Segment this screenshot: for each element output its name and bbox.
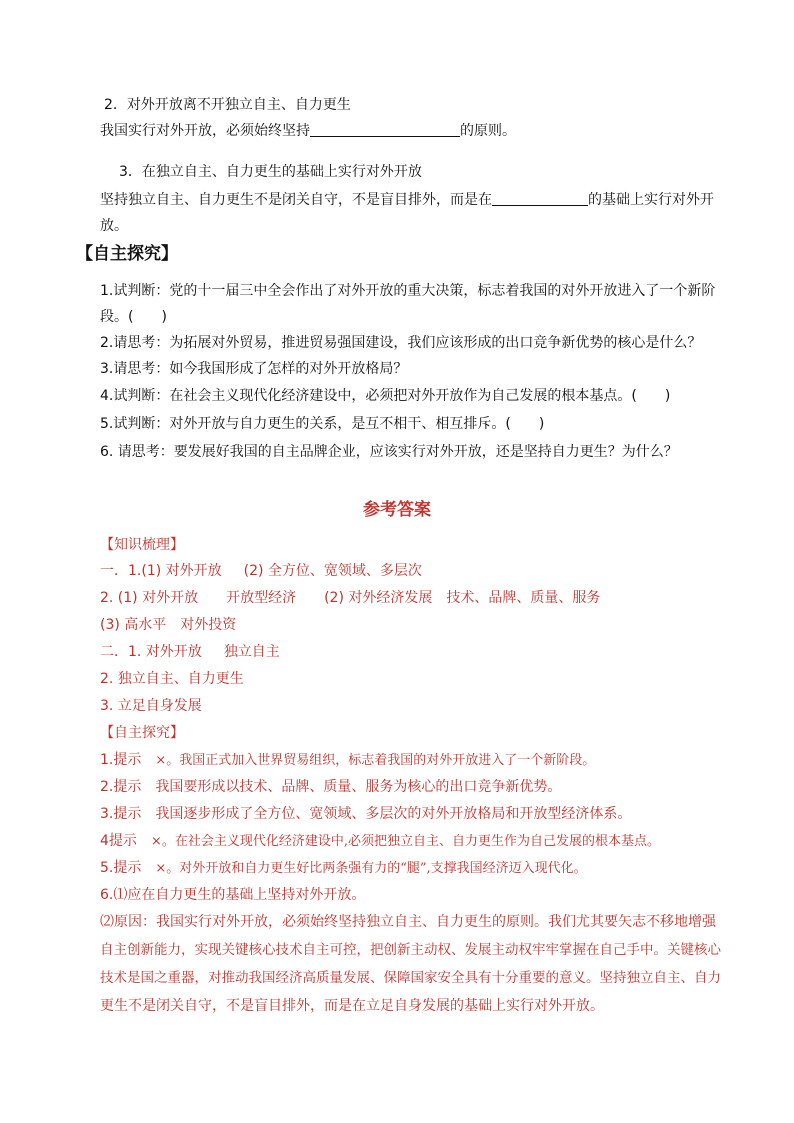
point-2-text-start: 我国实行对外开放，必须始终坚持 xyxy=(100,123,310,139)
answer-6-1: 6.⑴应在自力更生的基础上坚持对外开放。 xyxy=(100,887,366,903)
answer-1 xyxy=(100,750,595,771)
answer-3-label: 3.提示 xyxy=(100,806,142,822)
point-3-text-start: 坚持独立自主、自力更生不是闭关自守，不是盲目排外，而是在 xyxy=(100,192,492,208)
answer-k5: 2. 独立自主、自力更生 xyxy=(100,671,244,687)
explore-heading: 【自主探究】 xyxy=(76,244,178,264)
answer-k4 xyxy=(100,642,280,662)
answer-k2 xyxy=(100,588,600,608)
question-4: 4.试判断：在社会主义现代化经济建设中，必须把对外开放作为自己发展的根本基点。( ) xyxy=(100,388,671,404)
answer-k4-part1: 二．1. 对外开放 xyxy=(100,644,202,660)
answer-2-text: 我国要形成以技术、品牌、质量、服务为核心的出口竞争新优势。 xyxy=(155,779,562,795)
point-2-text xyxy=(100,121,516,141)
answer-k6: 3. 立足自身发展 xyxy=(100,698,202,714)
answer-6-2: ⑵原因：我国实行对外开放，必须始终坚持独立自主、自力更生的原则。我们尤其要矢志不移地增强 xyxy=(100,914,716,930)
answers-title: 参考答案 xyxy=(363,500,431,520)
answer-3-text: 我国逐步形成了全方位、宽领域、多层次的对外开放格局和开放型经济体系。 xyxy=(155,806,632,822)
point-3-heading: 3．在独立自主、自力更生的基础上实行对外开放 xyxy=(119,164,422,180)
answer-k3-part1: (3) 高水平 xyxy=(100,617,167,633)
point-2-text-end: 的原则。 xyxy=(460,123,516,139)
answer-5-label: 5.提示 xyxy=(100,860,142,876)
fill-blank-2[interactable] xyxy=(492,191,588,206)
answer-k2-part3: (2) 对外经济发展 xyxy=(324,590,433,606)
question-2: 2.请思考：为拓展对外贸易，推进贸易强国建设，我们应该形成的出口竞争新优势的核心是什么？ xyxy=(100,335,702,351)
answer-6-2-line4: 更生不是闭关自守，不是盲目排外，而是在立足自身发展的基础上实行对外开放。 xyxy=(100,998,604,1014)
answer-k3-part2: 对外投资 xyxy=(180,617,237,633)
fill-blank-1[interactable] xyxy=(310,122,460,137)
answer-5 xyxy=(100,858,587,879)
answer-k2-part4: 技术、品牌、质量、服务 xyxy=(446,590,601,606)
knowledge-heading: 【知识梳理】 xyxy=(100,537,184,553)
question-6: 6. 请思考：要发展好我国的自主品牌企业，应该实行对外开放，还是坚持自力更生？为什么？ xyxy=(100,444,678,460)
answer-6-2-line3: 技术是国之重器，对推动我国经济高质量发展、保障国家安全具有十分重要的意义。坚持独立自主、自力 xyxy=(100,970,721,986)
answer-k2-part1: 2. (1) 对外开放 xyxy=(100,590,199,606)
answer-k3 xyxy=(100,615,236,635)
question-5: 5.试判断：对外开放与自力更生的关系，是互不相干、相互排斥。( ) xyxy=(100,416,545,432)
answer-k2-part2: 开放型经济 xyxy=(226,590,297,606)
answer-k4-part2: 独立自主 xyxy=(223,644,280,660)
point-3-text-end: 的基础上实行对外开 xyxy=(588,192,714,208)
answer-2-label: 2.提示 xyxy=(100,779,142,795)
answer-3 xyxy=(100,804,631,824)
question-1-cont: 段。( ) xyxy=(100,309,167,325)
answer-4-text: ×。在社会主义现代化经济建设中,必须把独立自主、自力更生作为自己发展的根本基点。 xyxy=(150,834,660,849)
answer-4-label: 4提示 xyxy=(100,833,137,849)
point-3-text-cont: 放。 xyxy=(100,218,128,234)
point-2-heading: 2．对外开放离不开独立自主、自力更生 xyxy=(104,97,351,113)
question-1: 1.试判断：党的十一届三中全会作出了对外开放的重大决策，标志着我国的对外开放进入了一个新阶 xyxy=(100,283,716,299)
answer-4 xyxy=(100,831,660,852)
explore-answers-heading: 【自主探究】 xyxy=(100,725,184,741)
answer-6-2-line2: 自主创新能力，实现关键核心技术自主可控，把创新主动权、发展主动权牢牢掌握在自己手中。关键核心 xyxy=(100,942,721,958)
answer-1-label: 1.提示 xyxy=(100,752,142,768)
answer-2 xyxy=(100,777,561,797)
answer-k1-part2: (2) 全方位、宽领域、多层次 xyxy=(243,563,422,579)
answer-k1-part1: 一．1.(1) 对外开放 xyxy=(100,563,222,579)
point-3-text xyxy=(100,190,714,210)
answer-k1 xyxy=(100,561,422,581)
question-3: 3.请思考：如今我国形成了怎样的对外开放格局？ xyxy=(100,361,408,377)
answer-5-text: ×。对外开放和自力更生好比两条强有力的“腿”,支撑我国经济迈入现代化。 xyxy=(155,861,587,876)
answer-1-text: ×。我国正式加入世界贸易组织，标志着我国的对外开放进入了一个新阶段。 xyxy=(155,753,596,768)
